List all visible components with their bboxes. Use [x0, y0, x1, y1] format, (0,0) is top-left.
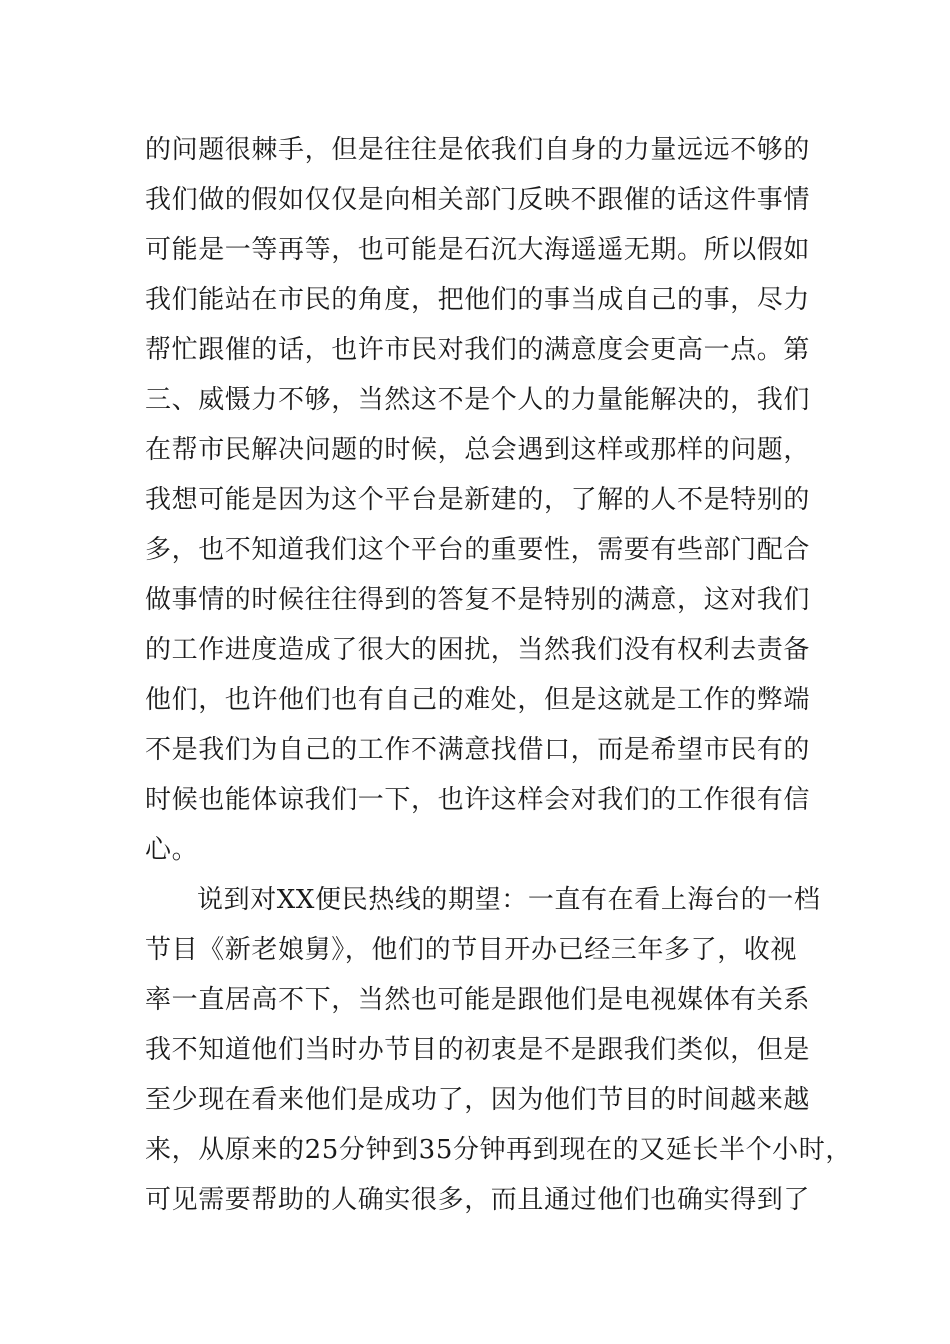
text-line: 至少现在看来他们是成功了，因为他们节目的时间越来越: [145, 1085, 811, 1115]
text-line: 三、威慑力不够，当然这不是个人的力量能解决的，我们: [145, 385, 811, 415]
text-line: 的工作进度造成了很大的困扰，当然我们没有权利去责备: [145, 635, 811, 665]
text-line: 我们能站在市民的角度，把他们的事当成自己的事，尽力: [145, 285, 811, 315]
paragraph-first-line: 说到对XX便民热线的期望：一直有在看上海台的一档: [197, 885, 821, 915]
text-line: 他们，也许他们也有自己的难处，但是这就是工作的弊端: [145, 685, 811, 715]
text-line: 多，也不知道我们这个平台的重要性，需要有些部门配合: [145, 535, 811, 565]
text-line: 我想可能是因为这个平台是新建的，了解的人不是特别的: [145, 485, 811, 515]
text-line: 的问题很棘手，但是往往是依我们自身的力量远远不够的: [145, 135, 811, 165]
text-line: 率一直居高不下，当然也可能是跟他们是电视媒体有关系: [145, 985, 811, 1015]
text-line: 我们做的假如仅仅是向相关部门反映不跟催的话这件事情: [145, 185, 811, 215]
text-line: 节目《新老娘舅》，他们的节目开办已经三年多了，收视: [145, 935, 798, 965]
text-line: 时候也能体谅我们一下，也许这样会对我们的工作很有信: [145, 785, 811, 815]
text-line: 帮忙跟催的话，也许市民对我们的满意度会更高一点。第: [145, 335, 811, 365]
text-line: 我不知道他们当时办节目的初衷是不是跟我们类似，但是: [145, 1035, 811, 1065]
text-line: 在帮市民解决问题的时候，总会遇到这样或那样的问题，: [145, 435, 811, 465]
text-line: 可见需要帮助的人确实很多，而且通过他们也确实得到了: [145, 1185, 811, 1215]
text-line: 心。: [145, 835, 199, 865]
text-line: 可能是一等再等，也可能是石沉大海遥遥无期。所以假如: [145, 235, 811, 265]
text-line: 不是我们为自己的工作不满意找借口，而是希望市民有的: [145, 735, 811, 765]
text-line: 来，从原来的25分钟到35分钟再到现在的又延长半个小时，: [145, 1135, 852, 1165]
text-line: 做事情的时候往往得到的答复不是特别的满意，这对我们: [145, 585, 811, 615]
